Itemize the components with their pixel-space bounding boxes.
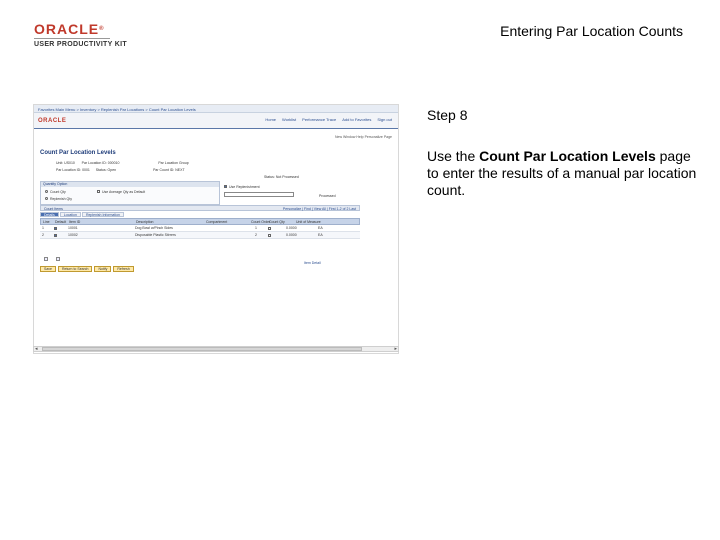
tab-details[interactable]: Details	[40, 212, 59, 217]
col-item-id: Item ID	[69, 220, 81, 224]
app-logo: ORACLE	[38, 118, 67, 124]
cell-description: Disposable Plastic Stirrers	[135, 233, 176, 237]
col-uom: Unit of Measure	[296, 220, 321, 224]
breadcrumb[interactable]: Favorites Main Menu > Inventory > Replenish Par Locations > Count Par Location Levels	[38, 107, 196, 112]
cell-item-id[interactable]: 10001	[68, 226, 78, 230]
grid-tabs	[40, 212, 124, 217]
default-checkbox[interactable]	[54, 227, 57, 230]
app-header	[34, 113, 398, 129]
toolbar-buttons	[40, 266, 134, 272]
grid-navigation[interactable]: Personalize | Find | View All | First 1-2 of 2 Last	[282, 207, 356, 211]
use-existing-qty-label: Use Average Qty as Default	[102, 190, 146, 194]
row-action-icons	[44, 257, 60, 261]
default-checkbox[interactable]	[54, 234, 57, 237]
horizontal-scrollbar[interactable]	[33, 346, 399, 352]
col-count-qty: Count Qty	[269, 220, 285, 224]
header-nav	[265, 117, 392, 122]
tab-location[interactable]: Location	[60, 212, 81, 217]
bin-replenishment-checkbox[interactable]	[224, 185, 227, 188]
header-fields-row-1: Unit: US010 Par Location ID: 000010 Par Location Group	[56, 161, 189, 165]
scrollbar-thumb[interactable]	[42, 347, 362, 351]
cell-line: 2	[42, 233, 44, 237]
refresh-button[interactable]: Refresh	[113, 266, 133, 272]
header-fields-row-2: Par Location ID: 0001 Status: Open Par Count ID: NEXT	[56, 168, 185, 172]
col-default: Default	[55, 220, 67, 224]
replenish-qty-label: Replenish Qty	[50, 197, 72, 201]
logo-divider	[34, 38, 110, 39]
item-detail-link[interactable]: Item Detail	[304, 261, 321, 265]
replenish-qty-radio[interactable]	[45, 197, 48, 200]
cell-description: Dog Bowl w/Pinch Sides	[135, 226, 173, 230]
grid-title: Count Items	[44, 207, 63, 211]
nav-home[interactable]: Home	[265, 117, 277, 122]
page-title: Count Par Location Levels	[40, 150, 116, 156]
application-screenshot	[33, 104, 399, 354]
header-fields-row-3: Status: Not Processed	[264, 175, 299, 179]
display-options-select[interactable]	[224, 192, 294, 197]
cell-count-qty[interactable]: 0.0000	[286, 226, 297, 230]
quantity-option-group	[40, 181, 220, 205]
col-count-order: Count Order	[251, 220, 271, 224]
notify-button[interactable]: Notify	[94, 266, 111, 272]
step-label: Step 8	[427, 107, 468, 123]
cell-count-order: 2	[255, 233, 257, 237]
count-qty-label: Count Qty	[50, 190, 66, 194]
quantity-option-title: Quantity Option	[41, 182, 219, 187]
col-description: Description	[136, 220, 154, 224]
scroll-right-icon[interactable]: ▸	[394, 346, 397, 352]
table-row	[40, 225, 360, 232]
nav-performance-trace[interactable]: Performance Trace	[302, 117, 337, 122]
page-actions[interactable]: New Window Help Personalize Page	[335, 135, 392, 139]
cell-line: 1	[42, 226, 44, 230]
cell-uom: EA	[318, 226, 323, 230]
cell-count-qty[interactable]: 0.0000	[286, 233, 297, 237]
cell-count-order: 1	[255, 226, 257, 230]
grid-header-row	[40, 218, 360, 225]
nav-sign-out[interactable]: Sign out	[377, 117, 392, 122]
cell-item-id[interactable]: 10002	[68, 233, 78, 237]
oracle-upk-logo	[34, 22, 127, 49]
save-button[interactable]: Save	[40, 266, 56, 272]
count-qty-radio[interactable]	[45, 190, 48, 193]
step-instruction: Use the Count Par Location Levels page to enter the results of a manual par location count.	[427, 148, 697, 198]
upk-wordmark: USER PRODUCTIVITY KIT	[34, 41, 127, 48]
count-checkbox[interactable]	[268, 227, 271, 230]
delete-row-icon[interactable]	[56, 257, 60, 261]
scroll-left-icon[interactable]: ◂	[35, 346, 38, 352]
nav-add-to-favorites[interactable]: Add to Favorites	[342, 117, 372, 122]
processed-label: Processed	[319, 194, 336, 198]
document-title: Entering Par Location Counts	[500, 23, 683, 39]
breadcrumb-bar	[34, 105, 398, 113]
count-items-grid	[40, 205, 360, 245]
bin-replenishment-label: Use Replenishment	[229, 185, 260, 189]
cell-uom: EA	[318, 233, 323, 237]
col-compartment: Compartment	[206, 220, 228, 224]
oracle-wordmark: ORACLE®	[34, 21, 105, 37]
nav-worklist[interactable]: Worklist	[282, 117, 297, 122]
use-existing-qty-checkbox[interactable]	[97, 190, 100, 193]
tab-replenish-information[interactable]: Replenish Information	[82, 212, 124, 217]
col-line: Line	[43, 220, 50, 224]
table-row	[40, 232, 360, 239]
add-row-icon[interactable]	[44, 257, 48, 261]
count-checkbox[interactable]	[268, 234, 271, 237]
instruction-page-name: Count Par Location Levels	[479, 148, 656, 164]
return-to-search-button[interactable]: Return to Search	[58, 266, 92, 272]
grid-title-bar	[40, 205, 360, 211]
